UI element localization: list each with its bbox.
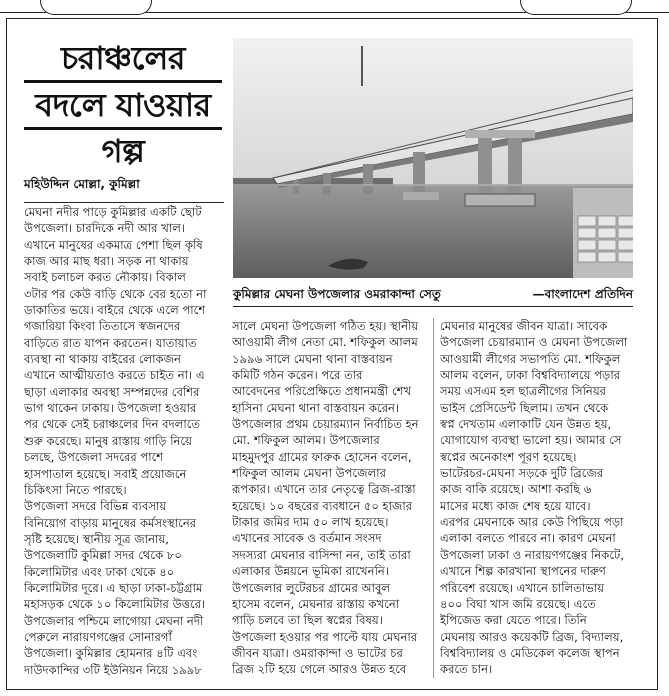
text-line: মেঘনা নদীর পাড়ে কুমিল্লার একটি ছোট xyxy=(24,205,202,219)
bridge-photo xyxy=(233,38,633,278)
text-line: হাসপাতাল হয়েছে। সবাই প্রয়োজনে xyxy=(24,466,187,481)
text-line: হয়েছে। ১০ বছরের ব্যবধানে ৫০ হাজার xyxy=(232,498,413,513)
text-line: পরিবেশ রয়েছে। এখানে চালিতাভায় xyxy=(440,580,605,595)
text-line: এরপর মেঘনাকে আর কেউ পিছিয়ে পড়া xyxy=(440,515,624,530)
text-line: কাজ আর মাছ ধরা। সড়ক না থাকায় xyxy=(24,254,189,269)
text-line: উপজেলার পশ্চিমে লাগোয়া মেঘনা নদী xyxy=(24,613,204,628)
photo-caption xyxy=(233,286,633,306)
text-line: জীবন যাত্রা। ওমরাকান্দা ও ভাটের চর xyxy=(232,645,403,660)
text-line: কমিটি গঠন করেন। পরে তার xyxy=(232,368,363,383)
text-line: এখানে শিল্প কারখানা স্থাপনের দারুণ xyxy=(440,564,606,579)
text-line: দাউদকান্দির ৩টি ইউনিয়ন নিয়ে ১৯৯৮ xyxy=(24,662,202,677)
text-line: গজারিয়া কিংবা তিতাসে স্বজনদের xyxy=(24,319,181,334)
text-line: চিকিৎসা নিতে পারছে। xyxy=(24,482,127,497)
text-line: আওয়ামী লীগ নেতা মো. শফিকুল আলম xyxy=(232,335,418,350)
article-column-2 xyxy=(232,318,428,678)
text-line: উপজেলা। কুমিল্লার হোমনার ৪টি এবং xyxy=(24,646,198,661)
page-tab-left xyxy=(40,0,152,15)
text-line: সৃষ্টি হয়েছে। স্থানীয় সূত্র জানায়, xyxy=(24,531,169,546)
text-line: আবেদনের পরিপ্রেক্ষিতে প্রধানমন্ত্রী শেখ xyxy=(232,384,412,399)
text-line: কিলোমিটার দূরে। এ ছাড়া ঢাকা-চট্টগ্রাম xyxy=(24,580,203,595)
text-line: সময় এসএম হল ছাত্রলীগের সিনিয়র xyxy=(440,384,607,399)
column-divider xyxy=(433,318,434,678)
text-line: সবাই চলাচল করত নৌকায়। বিকাল xyxy=(24,270,186,285)
text-line: ছাড়া এলাকার অবস্থা সম্পন্নদের বেশির xyxy=(24,384,200,399)
text-line: পেরুলে নারায়ণগঞ্জের সোনারগাঁ xyxy=(24,629,172,644)
text-line: এলাকার উন্নয়নে ভূমিকা রাখেননি। xyxy=(232,564,389,579)
text-line: কাজ বাকি রয়েছে। আশা করছি ৬ xyxy=(440,482,592,497)
text-line: ভাইস প্রেসিডেন্ট ছিলাম। তখন থেকে xyxy=(440,400,609,415)
text-line: ব্যবস্থা না থাকায় বাইরের লোকজন xyxy=(24,352,181,367)
text-line: স্বপ্ন দেখতাম এলাকাটি যেন উন্নত হয়, xyxy=(440,417,612,432)
article-column-3 xyxy=(440,318,636,678)
caption-text: কুমিল্লার মেঘনা উপজেলার ওমরাকান্দা সেতু xyxy=(233,287,441,301)
text-line: মেঘনার মানুষের জীবন যাত্রা। সাবেক xyxy=(440,319,608,333)
text-line: ভাগ থাকেন ঢাকায়। উপজেলা হওয়ার xyxy=(24,401,197,416)
text-line: উপজেলাটি কুমিল্লা সদর থেকে ৮০ xyxy=(24,548,182,563)
text-line: আলম বলেন, ঢাকা বিশ্ববিদ্যালয়ে পড়ার xyxy=(440,368,621,383)
text-line: স্বপ্নের অনেকাংশ পূরণ হয়েছে। xyxy=(440,449,577,464)
text-line: গাড়ি চলবে তা ছিল স্বপ্নের বিষয়। xyxy=(232,613,383,628)
text-line: মাসের মধ্যে কাজ শেষ হয়ে যাবে। xyxy=(440,498,591,513)
text-line: মো. শফিকুল আলম। উপজেলার xyxy=(232,433,380,448)
text-line: ১৯৯৬ সালে মেঘনা থানা বাস্তবায়ন xyxy=(232,351,393,366)
text-line: যোগাযোগ ব্যবস্থা ভালো হয়। আমার সে xyxy=(440,433,622,448)
text-line: এখানে মানুষের একমাত্র পেশা ছিল কৃষি xyxy=(24,237,203,252)
text-line: করতে চান। xyxy=(440,662,493,677)
text-line: এখানে আত্মীয়তাও করতে চাইত না। এ xyxy=(24,368,205,383)
page-tab-right xyxy=(520,0,632,15)
text-line: ইপিজেড করা যেতে পারে। তিনি xyxy=(440,613,587,628)
text-line: মহাসড়ক থেকে ১০ কিলোমিটার উত্তরে। xyxy=(24,597,206,612)
text-line: উপজেলা হওয়ার পর পাল্টে যায় মেঘনার xyxy=(232,629,418,644)
text-line: বিনিয়োগ বাড়ায় মানুষের কর্মসংস্থানের xyxy=(24,515,197,530)
text-line: মাহমুদপুর গ্রামের ফারুক হোসেন বলেন, xyxy=(232,449,412,464)
text-line: চলছে, উপজেলা সদরের পাশে xyxy=(24,450,164,465)
text-line: এলাকা বলতে পারবে না। কারণ মেঘনা xyxy=(440,531,616,546)
photo-credit: —বাংলাদেশ প্রতিদিন xyxy=(532,287,633,301)
article-column-1 xyxy=(24,204,220,678)
text-line: শফিকুল আলম মেঘনা উপজেলার xyxy=(232,466,386,481)
text-line: উপজেলা। চারদিকে নদী আর খাল। xyxy=(24,221,185,236)
byline: মহিউদ্দিন মোল্লা, কুমিল্লা xyxy=(24,176,224,203)
text-line: শুরু করেছে। মানুষ রাস্তায় গাড়ি নিয়ে xyxy=(24,433,192,448)
text-line: ডাকাতির ভয়ে। বাইরে থেকে এলে পাশে xyxy=(24,303,206,318)
text-line: ব্রিজ ২টি হয়ে গেলে আরও উন্নত হবে xyxy=(232,662,407,677)
text-line: টাকার জমির দাম ৫০ লাখ হয়েছে। xyxy=(232,515,389,530)
text-line: রূপকার। এখানে তার নেতৃত্বে ব্রিজ-রাস্তা xyxy=(232,482,416,497)
text-line: উপজেলার প্রথম চেয়ারম্যান নির্বাচিত হন xyxy=(232,417,419,432)
caption-rule xyxy=(233,306,633,307)
text-line: উপজেলা ঢাকা ও নারায়ণগঞ্জের নিকটে, xyxy=(440,547,625,562)
headline-line-3: গল্প xyxy=(101,132,145,170)
bridge-image xyxy=(233,38,633,278)
text-line: উপজেলা চেয়ারম্যান ও মেঘনা উপজেলা xyxy=(440,335,628,350)
headline-line-1: চরাঞ্চলের xyxy=(61,39,185,77)
text-line: হাসিনা মেঘনা থানা বাস্তবায়ন করেন। xyxy=(232,400,400,415)
text-line: বিশ্ববিদ্যালয় ও মেডিকেল কলেজ স্থাপন xyxy=(440,645,620,660)
headline-line-2: বদলে যাওয়ার xyxy=(35,86,211,124)
text-line: উপজেলার লুটেরচর গ্রামের আবুল xyxy=(232,580,391,595)
text-line: সালে মেঘনা উপজেলা গঠিত হয়। স্থানীয় xyxy=(232,319,419,333)
text-line: ৪০০ বিঘা খাস জমি রয়েছে। এতে xyxy=(440,596,596,611)
text-line: আওয়ামী লীগের সভাপতি মো. শফিকুল xyxy=(440,351,621,366)
text-line: মেঘনায় আরও কয়েকটি ব্রিজ, বিদ্যালয়, xyxy=(440,629,624,644)
text-line: কিলোমিটার এবং ঢাকা থেকে ৪০ xyxy=(24,564,175,579)
headline xyxy=(24,36,222,172)
text-line: সদস্যরা মেঘনার বাসিন্দা নন, তাই তারা xyxy=(232,547,411,562)
text-line: এখানের সাবেক ও বর্তমান সংসদ xyxy=(232,531,382,546)
text-line: ভাটেরচর-মেঘনা সড়কে দুটি ব্রিজের xyxy=(440,466,604,481)
text-line: উপজেলা সদরে বিভিন্ন ব্যবসায় xyxy=(24,499,167,514)
text-line: হাসেম বলেন, মেঘনার রাস্তায় কখনো xyxy=(232,596,400,611)
text-line: পর থেকে সেই চরাঞ্চলের দিন বদলাতে xyxy=(24,417,201,432)
text-line: বাড়িতে রাত যাপন করতেন। যাতায়াত xyxy=(24,335,197,350)
text-line: ৩টার পর কেউ বাড়ি থেকে বের হতো না xyxy=(24,286,207,301)
